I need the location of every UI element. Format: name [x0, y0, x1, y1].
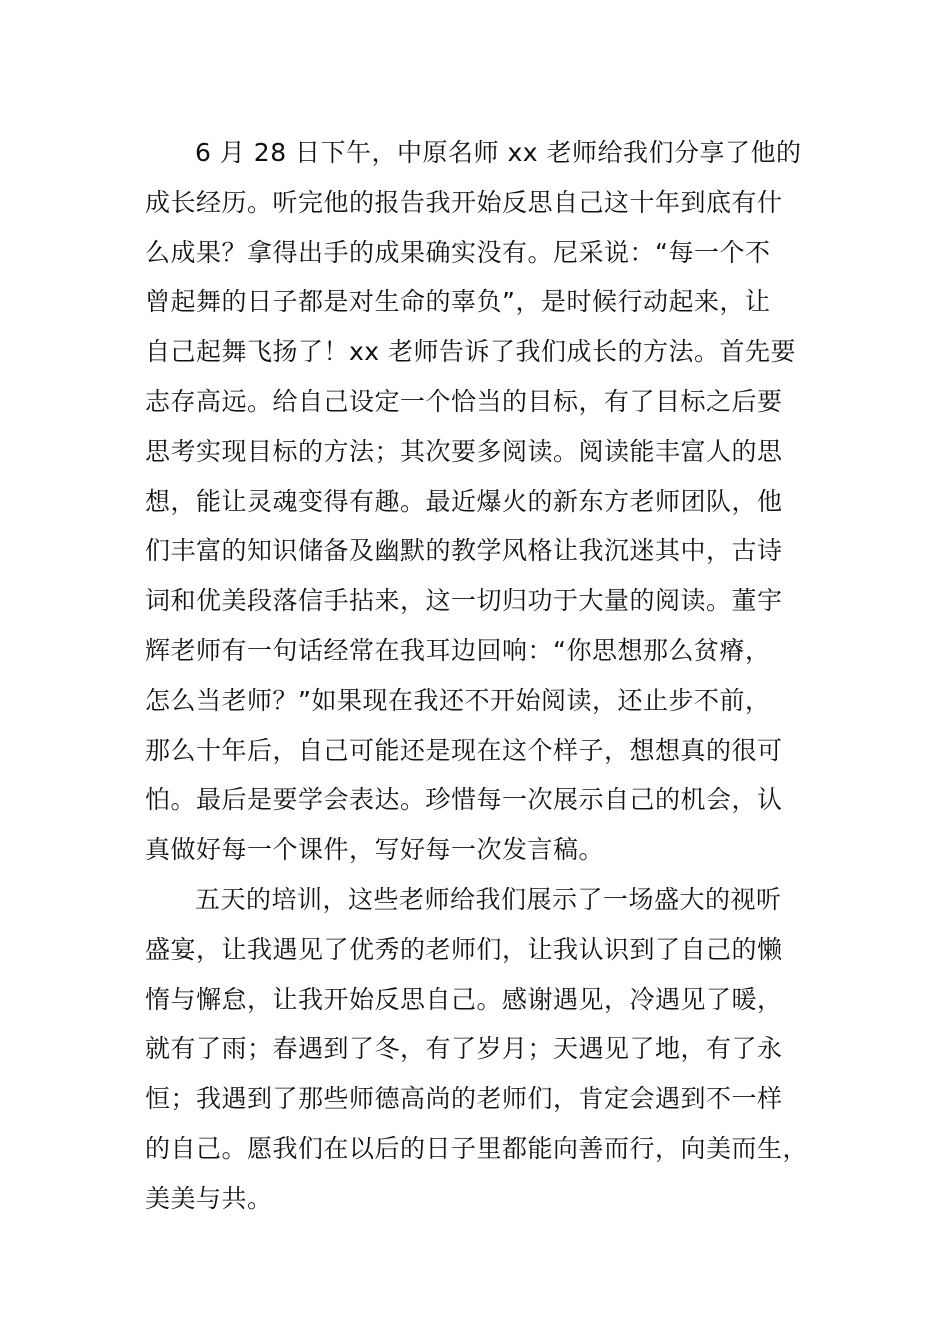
text-line: 美美与共。 [145, 1183, 273, 1213]
text-line: 志存高远。给自己设定一个恰当的目标，有了目标之后要 [145, 386, 783, 416]
text-line: 自己起舞飞扬了！xx 老师告诉了我们成长的方法。首先要 [145, 337, 797, 367]
text-line: 6 月 28 日下午，中原名师 xx 老师给我们分享了他的 [195, 138, 802, 167]
text-line: 怕。最后是要学会表达。珍惜每一次展示自己的机会，认 [145, 785, 783, 815]
text-line: 们丰富的知识储备及幽默的教学风格让我沉迷其中，古诗 [145, 536, 783, 566]
text-line: 惰与懈怠，让我开始反思自己。感谢遇见，冷遇见了暖， [145, 984, 783, 1014]
text-line: 的自己。愿我们在以后的日子里都能向善而行，向美而生， [145, 1133, 809, 1163]
text-line: 么成果？拿得出手的成果确实没有。尼采说：“每一个不 [145, 237, 771, 267]
document-body [145, 128, 815, 1224]
paragraph-1 [145, 128, 815, 875]
text-line: 思考实现目标的方法；其次要多阅读。阅读能丰富人的思 [145, 436, 783, 466]
text-line: 词和优美段落信手拈来，这一切归功于大量的阅读。董宇 [145, 586, 783, 616]
text-line: 盛宴，让我遇见了优秀的老师们，让我认识到了自己的懒 [145, 934, 783, 964]
text-line: 想，能让灵魂变得有趣。最近爆火的新东方老师团队，他 [145, 486, 783, 516]
text-line: 辉老师有一句话经常在我耳边回响：“你思想那么贫瘠， [145, 635, 771, 665]
text-line: 恒；我遇到了那些师德高尚的老师们，肯定会遇到不一样 [145, 1084, 783, 1114]
text-line: 成长经历。听完他的报告我开始反思自己这十年到底有什 [145, 187, 783, 217]
text-line: 怎么当老师？”如果现在我还不开始阅读，还止步不前， [145, 685, 771, 715]
text-line: 那么十年后，自己可能还是现在这个样子，想想真的很可 [145, 735, 783, 765]
text-line: 五天的培训，这些老师给我们展示了一场盛大的视听 [195, 884, 782, 914]
text-line: 就有了雨；春遇到了冬，有了岁月；天遇见了地，有了永 [145, 1034, 783, 1064]
text-line: 真做好每一个课件，写好每一次发言稿。 [145, 835, 605, 865]
paragraph-2 [145, 875, 815, 1224]
text-line: 曾起舞的日子都是对生命的辜负”，是时候行动起来，让 [145, 287, 771, 317]
